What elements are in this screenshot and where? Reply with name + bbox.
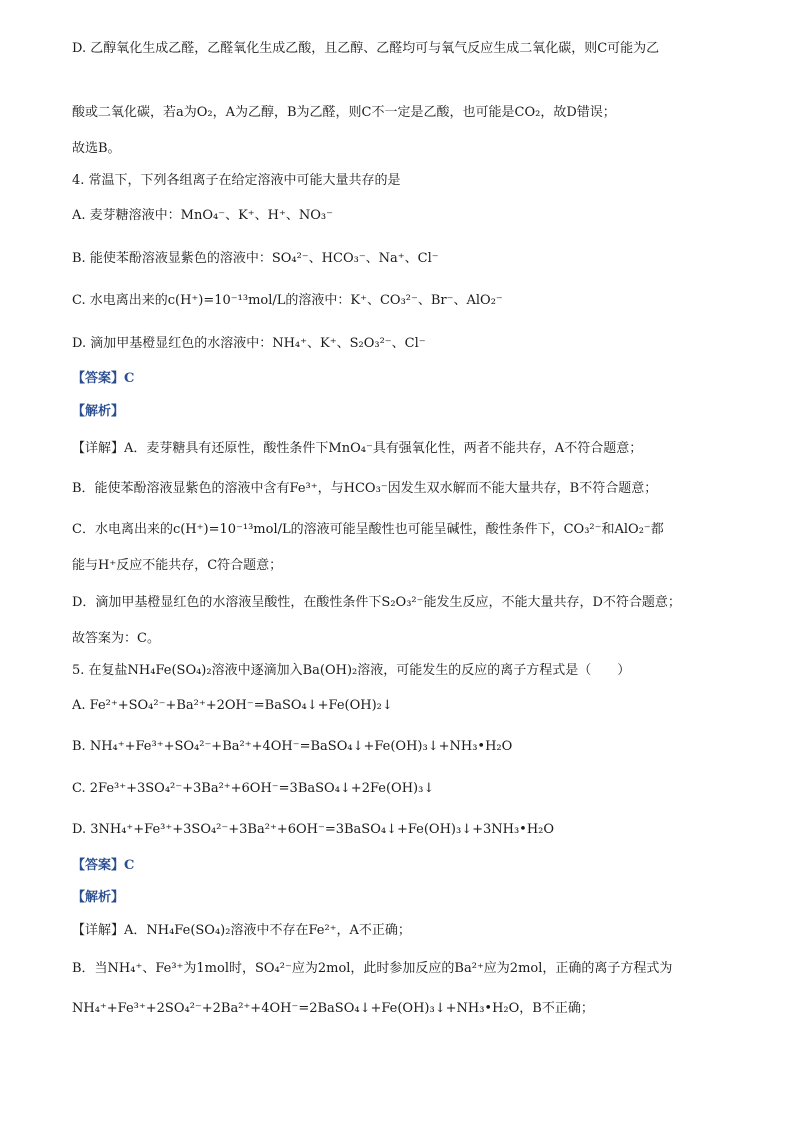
- answer-label: 【答案】C: [72, 371, 135, 386]
- answer-label: 【答案】C: [72, 858, 135, 873]
- explanation-line: C．水电离出来的c(H⁺)=10⁻¹³mol/L的溶液可能呈酸性也可能呈碱性，酸性条件下，CO₃²⁻和AlO₂⁻都: [72, 522, 664, 537]
- text-line: 酸或二氧化碳，若a为O₂，A为乙醇，B为乙醛，则C不一定是乙酸，也可能是CO₂，故D错误；: [72, 105, 616, 120]
- text-line: 故选B。: [72, 141, 121, 156]
- option-a: A. 麦芽糖溶液中：MnO₄⁻、K⁺、H⁺、NO₃⁻: [72, 208, 333, 223]
- option-d: D. 滴加甲基橙显红色的水溶液中：NH₄⁺、K⁺、S₂O₃²⁻、Cl⁻: [72, 336, 426, 351]
- option-c: C. 水电离出来的c(H⁺)=10⁻¹³mol/L的溶液中：K⁺、CO₃²⁻、Br⁻、AlO₂⁻: [72, 293, 503, 308]
- question-title: 5. 在复盐NH₄Fe(SO₄)₂溶液中逐滴加入Ba(OH)₂溶液，可能发生的反应的离子方程式是（ ）: [72, 663, 631, 678]
- analysis-label: 【解析】: [72, 404, 125, 419]
- explanation-line: 能与H⁺反应不能共存，C符合题意；: [72, 558, 283, 573]
- explanation-line: B．当NH₄⁺、Fe³⁺为1mol时，SO₄²⁻应为2mol，此时参加反应的Ba²⁺应为2mol，正确的离子方程式为: [72, 961, 673, 976]
- analysis-label: 【解析】: [72, 890, 125, 905]
- explanation-line: 故答案为：C。: [72, 631, 160, 646]
- explanation-line: D．滴加甲基橙显红色的水溶液呈酸性，在酸性条件下S₂O₃²⁻能发生反应，不能大量共存，D不符合题意；: [72, 595, 681, 610]
- option-c: C. 2Fe³⁺+3SO₄²⁻+3Ba²⁺+6OH⁻=3BaSO₄↓+2Fe(OH)₃↓: [72, 781, 435, 796]
- option-a: A. Fe²⁺+SO₄²⁻+Ba²⁺+2OH⁻=BaSO₄↓+Fe(OH)₂↓: [72, 698, 393, 713]
- explanation-line: 【详解】A．麦芽糖具有还原性，酸性条件下MnO₄⁻具有强氧化性，两者不能共存，A不符合题意；: [72, 441, 643, 456]
- option-b: B. NH₄⁺+Fe³⁺+SO₄²⁻+Ba²⁺+4OH⁻=BaSO₄↓+Fe(OH)₃↓+NH₃•H₂O: [72, 739, 513, 754]
- option-b: B. 能使苯酚溶液显紫色的溶液中：SO₄²⁻、HCO₃⁻、Na⁺、Cl⁻: [72, 251, 439, 266]
- option-d: D. 3NH₄⁺+Fe³⁺+3SO₄²⁻+3Ba²⁺+6OH⁻=3BaSO₄↓+Fe(OH)₃↓+3NH₃•H₂O: [72, 822, 555, 837]
- question-title: 4. 常温下，下列各组离子在给定溶液中可能大量共存的是: [72, 173, 401, 188]
- explanation-line: NH₄⁺+Fe³⁺+2SO₄²⁻+2Ba²⁺+4OH⁻=2BaSO₄↓+Fe(OH)₃↓+NH₃•H₂O，B不正确；: [72, 1001, 594, 1016]
- explanation-line: B．能使苯酚溶液显紫色的溶液中含有Fe³⁺，与HCO₃⁻因发生双水解而不能大量共存，B不符合题意；: [72, 481, 658, 496]
- explanation-line: 【详解】A．NH₄Fe(SO₄)₂溶液中不存在Fe²⁺，A不正确；: [72, 923, 411, 938]
- text-line: D. 乙醇氧化生成乙醛，乙醛氧化生成乙酸，且乙醇、乙醛均可与氧气反应生成二氧化碳，则C可能为乙: [72, 41, 660, 56]
